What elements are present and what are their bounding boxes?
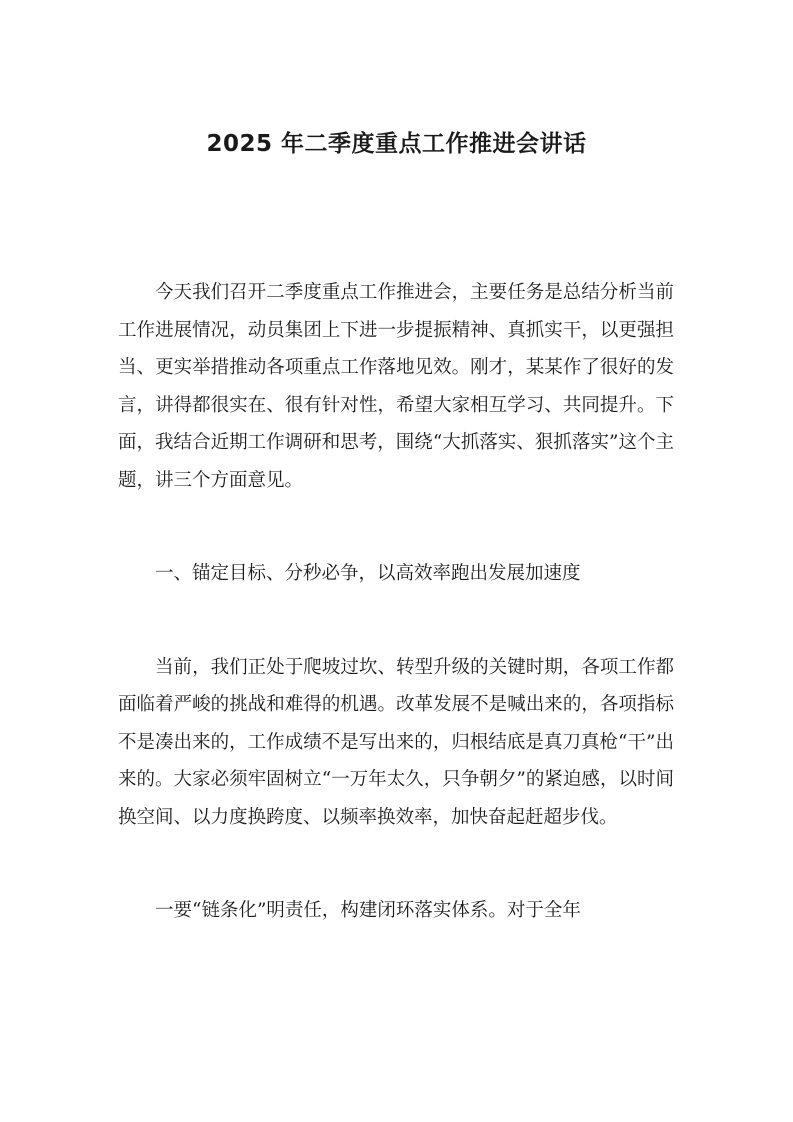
section-1-paragraph: 当前，我们正处于爬坡过坎、转型升级的关键时期，各项工作都面临着严峻的挑战和难得的机遇。改革发展不是喊出来的，各项指标不是凑出来的，工作成绩不是写出来的，归根结底是真刀真枪“干”出来的。大家必须牢固树立“一万年太久，只争朝夕”的紧迫感，以时间换空间、以力度换跨度、以频率换效率，加快奋起赶超步伐。 <box>118 656 674 828</box>
intro-paragraph: 今天我们召开二季度重点工作推进会，主要任务是总结分析当前工作进展情况，动员集团上下进一步提振精神、真抓实干，以更强担当、更实举措推动各项重点工作落地见效。刚才，某某作了很好的发言，讲得都很实在、很有针对性，希望大家相互学习、共同提升。下面，我结合近期工作调研和思考，围绕“大抓落实、狠抓落实”这个主题，讲三个方面意见。 <box>118 282 674 491</box>
paragraph-gap <box>118 593 674 649</box>
document-title: 2025 年二季度重点工作推进会讲话 <box>206 131 587 157</box>
paragraph-gap <box>118 836 674 892</box>
paragraph-gap <box>118 499 674 555</box>
subpoint-paragraph-1: 一要“链条化”明责任，构建闭环落实体系。对于全年 <box>155 900 581 921</box>
document-body <box>118 274 674 930</box>
section-heading-1: 一、锚定目标、分秒必争，以高效率跑出发展加速度 <box>155 563 581 584</box>
